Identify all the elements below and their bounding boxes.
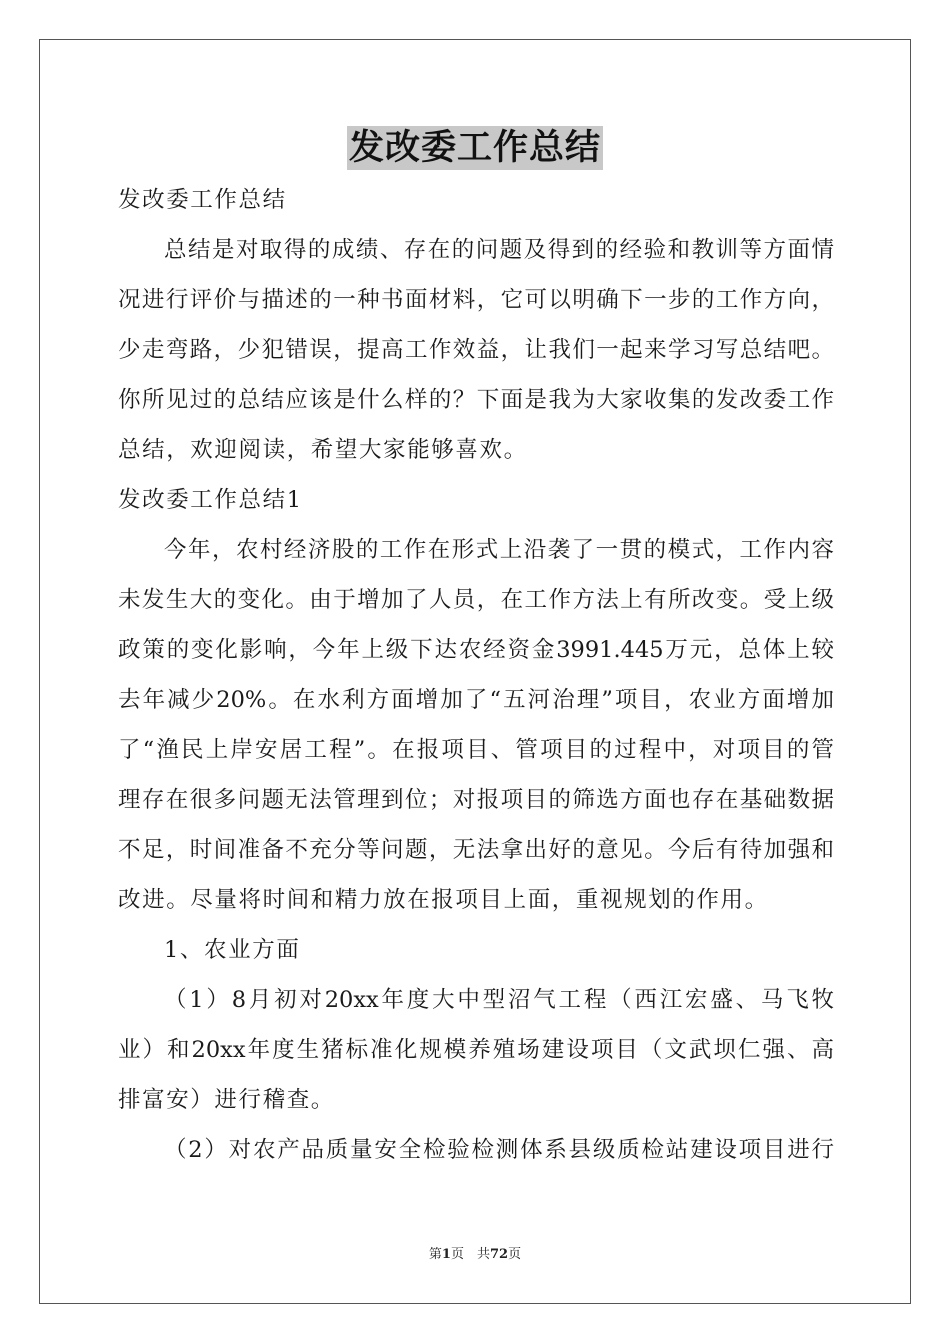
paragraph-line: 总结，欢迎阅读，希望大家能够喜欢。: [118, 437, 528, 463]
page-footer: [0, 1246, 950, 1264]
paragraph-line: 你所见过的总结应该是什么样的？下面是我为大家收集的发改委工作: [118, 387, 834, 413]
paragraph-line: 了“渔民上岸安居工程”。在报项目、管项目的过程中，对项目的管: [118, 737, 834, 763]
paragraph-line: 况进行评价与描述的一种书面材料，它可以明确下一步的工作方向，: [118, 287, 834, 313]
paragraph-line: 业）和20xx年度生猪标准化规模养殖场建设项目（文武坝仁强、高: [118, 1037, 834, 1063]
document-title: 发改委工作总结: [348, 128, 601, 168]
title-container: [0, 126, 950, 170]
section-heading: 发改委工作总结1: [118, 487, 303, 513]
footer-mid: 页 共: [450, 1247, 490, 1262]
paragraph-line: 改进。尽量将时间和精力放在报项目上面，重视规划的作用。: [118, 887, 769, 913]
paragraph-line: 去年减少20%。在水利方面增加了“五河治理”项目，农业方面增加: [118, 687, 834, 713]
paragraph-line: 今年，农村经济股的工作在形式上沿袭了一贯的模式，工作内容: [164, 537, 834, 563]
paragraph-line: 政策的变化影响，今年上级下达农经资金3991.445万元，总体上较: [118, 637, 834, 663]
footer-prefix: 第: [428, 1247, 442, 1262]
paragraph-line: 少走弯路，少犯错误，提高工作效益，让我们一起来学习写总结吧。: [118, 337, 834, 363]
paragraph-line: 总结是对取得的成绩、存在的问题及得到的经验和教训等方面情: [164, 237, 834, 263]
footer-current-page: 1: [441, 1247, 451, 1262]
footer-total-pages: 72: [489, 1247, 509, 1262]
paragraph-line: （1）8月初对20xx年度大中型沼气工程（西江宏盛、马飞牧: [164, 987, 834, 1013]
paragraph-line: 不足，时间准备不充分等问题，无法拿出好的意见。今后有待加强和: [118, 837, 834, 863]
paragraph-line: 未发生大的变化。由于增加了人员，在工作方法上有所改变。受上级: [118, 587, 834, 613]
paragraph-line: 理存在很多问题无法管理到位；对报项目的筛选方面也存在基础数据: [118, 787, 834, 813]
subsection-heading: 1、农业方面: [164, 937, 301, 963]
paragraph-line: （2）对农产品质量安全检验检测体系县级质检站建设项目进行: [164, 1137, 834, 1163]
section-heading: 发改委工作总结: [118, 187, 287, 213]
paragraph-line: 排富安）进行稽查。: [118, 1087, 335, 1113]
footer-suffix: 页: [508, 1247, 522, 1262]
